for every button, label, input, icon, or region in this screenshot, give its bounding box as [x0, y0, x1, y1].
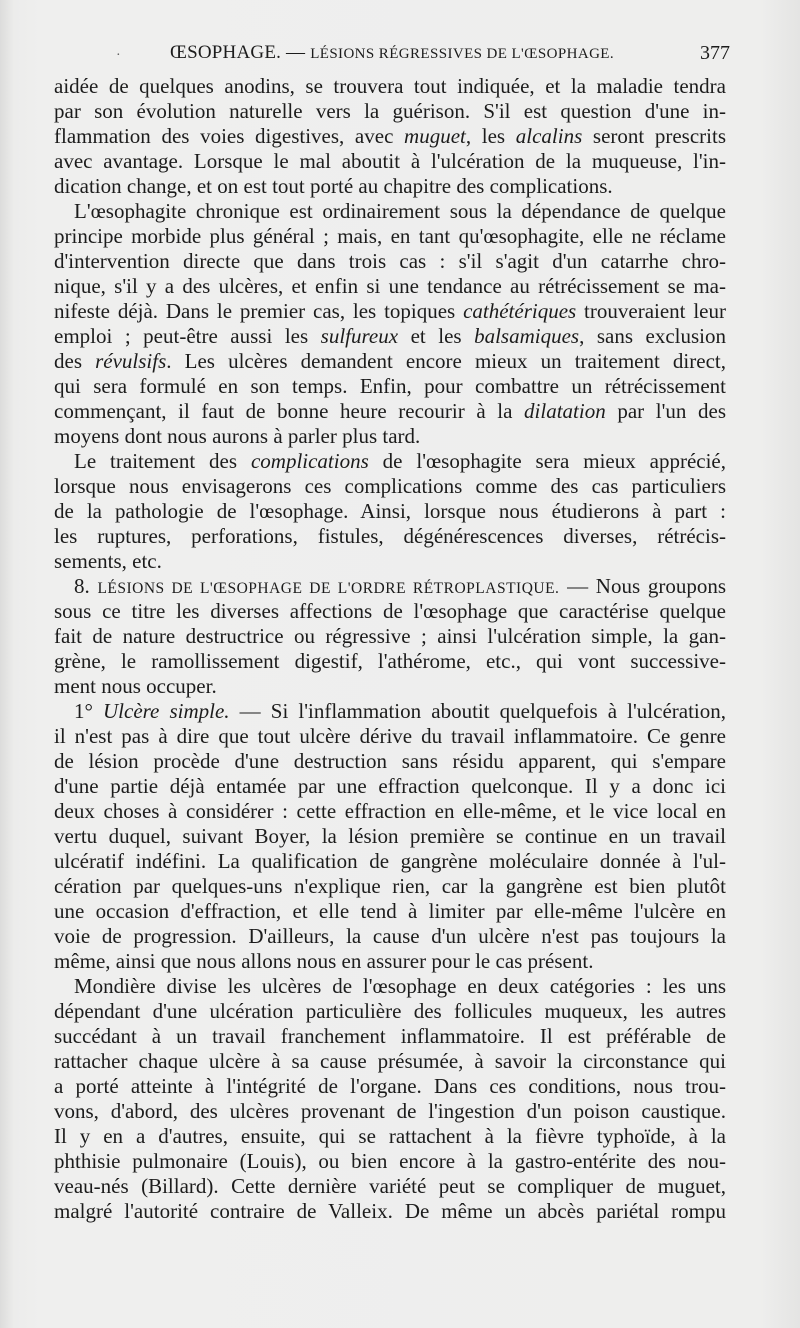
text-run: commençant, il faut de bonne heure recourir à la	[54, 399, 525, 423]
text-line	[54, 99, 726, 124]
text-run: des	[54, 349, 96, 373]
text-line	[54, 649, 726, 674]
text-line	[54, 1149, 726, 1174]
text-run: nique, s'il y a des ulcères, et enfin si une tendance au rétrécissement se ma-	[54, 274, 726, 298]
text-run: de l'œsophagite sera mieux apprécié,	[368, 449, 726, 473]
text-line	[54, 299, 726, 324]
text-line	[54, 1024, 726, 1049]
header-subtitle: LÉSIONS RÉGRESSIVES DE L'ŒSOPHAGE.	[310, 46, 615, 62]
text-line	[54, 274, 726, 299]
text-run: a porté atteinte à l'intégrité de l'organe. Dans ces conditions, nous trou-	[54, 1074, 726, 1098]
small-caps-heading: LÉSIONS DE L'ŒSOPHAGE DE L'ORDRE RÉTROPLASTIQUE.	[97, 580, 560, 597]
italic-text: révulsifs	[95, 349, 167, 373]
text-run: aidée de quelques anodins, se trouvera tout indiquée, et la maladie tendra	[54, 74, 726, 98]
text-run: par l'un des	[605, 399, 726, 423]
text-line	[54, 724, 726, 749]
text-line	[54, 1174, 726, 1199]
text-run: rattacher chaque ulcère à sa cause présumée, à savoir la circonstance qui	[54, 1049, 726, 1073]
text-run: qui sera formulé en son temps. Enfin, pour combattre un rétrécissement	[54, 374, 726, 398]
text-run: il n'est pas à dire que tout ulcère dérive du travail inflammatoire. Ce genre	[54, 724, 726, 748]
text-run: — Nous groupons	[559, 574, 726, 598]
text-line	[54, 899, 726, 924]
text-run: Mondière divise les ulcères de l'œsophage en deux catégories : les uns	[74, 974, 726, 998]
italic-text: complications	[250, 449, 369, 473]
text-line	[54, 74, 726, 99]
text-run: succédant à un travail franchement inflammatoire. Il est préférable de	[54, 1024, 726, 1048]
text-run: grène, le ramollissement digestif, l'athérome, etc., qui vont successive-	[54, 649, 726, 673]
header-dash: —	[281, 42, 311, 63]
text-line	[54, 199, 726, 224]
text-run: seront prescrits	[582, 124, 726, 148]
text-run: Le traitement des	[74, 449, 251, 473]
italic-text: muguet	[404, 124, 466, 148]
text-line	[54, 1074, 726, 1099]
text-run: lorsque nous envisagerons ces complications comme des cas particuliers	[54, 474, 726, 498]
text-run: une occasion d'effraction, et elle tend à limiter par elle-même l'ulcère en	[54, 899, 726, 923]
italic-text: cathétériques	[463, 299, 577, 323]
text-run: par son évolution naturelle vers la guérison. S'il est question d'une in-	[54, 99, 726, 123]
text-line	[54, 499, 726, 524]
text-run: de lésion procède d'une destruction sans résidu apparent, qui s'empare	[54, 749, 726, 773]
text-run: malgré l'autorité contraire de Valleix. De même un abcès pariétal rompu	[54, 1199, 726, 1223]
italic-text: balsamiques	[474, 324, 580, 348]
text-run: phthisie pulmonaire (Louis), ou bien encore à la gastro-entérite des nou-	[54, 1149, 726, 1173]
text-run: 8.	[74, 574, 98, 598]
italic-text: alcalins	[515, 124, 583, 148]
text-line	[54, 474, 726, 499]
text-line	[54, 149, 726, 174]
text-line	[54, 374, 726, 399]
text-run: vertu duquel, suivant Boyer, la lésion première se continue en un travail	[54, 824, 726, 848]
text-run: fait de nature destructrice ou régressive ; ainsi l'ulcération simple, la gan-	[54, 624, 726, 648]
text-line	[54, 1199, 726, 1224]
text-run: veau-nés (Billard). Cette dernière variété peut se compliquer de muguet,	[54, 1174, 726, 1198]
text-run: ulcératif indéfini. La qualification de gangrène moléculaire donnée à l'ul-	[54, 849, 726, 873]
text-line	[54, 674, 726, 699]
text-line	[54, 924, 726, 949]
text-run: ment nous occuper.	[54, 674, 217, 698]
text-run: d'intervention directe que dans trois cas : s'il s'agit d'un catarrhe chro-	[54, 249, 726, 273]
text-run: de la pathologie de l'œsophage. Ainsi, lorsque nous étudierons à part :	[54, 499, 726, 523]
text-run: vons, d'abord, des ulcères provenant de l'ingestion d'un poison caustique.	[54, 1099, 726, 1123]
text-run: moyens dont nous aurons à parler plus tard.	[54, 424, 421, 448]
text-run: , sans exclusion	[579, 324, 727, 348]
text-line	[54, 349, 726, 374]
text-line	[54, 749, 726, 774]
text-line	[54, 524, 726, 549]
text-run: sous ce titre les diverses affections de l'œsophage que caractérise quelque	[54, 599, 726, 623]
text-run: trouveraient leur	[576, 299, 726, 323]
text-run: , les	[465, 124, 516, 148]
text-line	[54, 249, 726, 274]
text-run: cération par quelques-uns n'explique rien, car la gangrène est bien plutôt	[54, 874, 726, 898]
text-line	[54, 174, 726, 199]
text-run: Il y en a d'autres, ensuite, qui se rattachent à la fièvre typhoïde, à la	[54, 1124, 726, 1148]
text-run: . Les ulcères demandent encore mieux un traitement direct,	[166, 349, 726, 373]
text-line	[54, 774, 726, 799]
text-line	[54, 1124, 726, 1149]
italic-text: Ulcère simple.	[103, 699, 230, 723]
text-line	[54, 624, 726, 649]
text-run: sements, etc.	[54, 549, 162, 573]
text-line	[54, 799, 726, 824]
text-run: L'œsophagite chronique est ordinairement sous la dépendance de quelque	[74, 199, 726, 223]
text-run: 1°	[74, 699, 104, 723]
text-run: — Si l'inflammation aboutit quelquefois à l'ulcération,	[229, 699, 727, 723]
body-text	[54, 74, 726, 1224]
text-line	[54, 599, 726, 624]
text-run: d'une partie déjà entamée par une effraction quelconque. Il y a donc ici	[54, 774, 726, 798]
text-run: dépendant d'une ulcération particulière des follicules muqueux, les autres	[54, 999, 726, 1023]
text-line	[54, 324, 726, 349]
text-line	[54, 824, 726, 849]
text-line	[54, 849, 726, 874]
header-dot: ·	[116, 48, 121, 63]
text-line	[54, 699, 726, 724]
text-line	[54, 549, 726, 574]
italic-text: sulfureux	[320, 324, 399, 348]
italic-text: dilatation	[524, 399, 606, 423]
running-header	[108, 42, 730, 70]
text-line	[54, 399, 726, 424]
text-run: dication change, et on est tout porté au chapitre des complications.	[54, 174, 613, 198]
text-line	[54, 874, 726, 899]
text-run: avec avantage. Lorsque le mal aboutit à l'ulcération de la muqueuse, l'in-	[54, 149, 726, 173]
text-line	[54, 574, 726, 599]
text-line	[54, 1099, 726, 1124]
text-run: principe morbide plus général ; mais, en tant qu'œsophagite, elle ne réclame	[54, 224, 726, 248]
text-run: et les	[398, 324, 475, 348]
text-line	[54, 124, 726, 149]
text-line	[54, 999, 726, 1024]
running-title	[170, 42, 614, 64]
text-run: nifeste déjà. Dans le premier cas, les topiques	[54, 299, 464, 323]
text-run: voie de progression. D'ailleurs, la cause d'un ulcère n'est pas toujours la	[54, 924, 726, 948]
text-line	[54, 449, 726, 474]
text-line	[54, 424, 726, 449]
text-line	[54, 974, 726, 999]
text-run: les ruptures, perforations, fistules, dégénérescences diverses, rétrécis-	[54, 524, 726, 548]
header-title: ŒSOPHAGE.	[170, 42, 282, 63]
text-line	[54, 224, 726, 249]
text-line	[54, 949, 726, 974]
page-number: 377	[700, 42, 730, 64]
text-run: même, ainsi que nous allons nous en assurer pour le cas présent.	[54, 949, 594, 973]
text-line	[54, 1049, 726, 1074]
text-run: deux choses à considérer : cette effraction en elle-même, et le vice local en	[54, 799, 726, 823]
text-run: emploi ; peut-être aussi les	[54, 324, 321, 348]
text-run: flammation des voies digestives, avec	[54, 124, 405, 148]
